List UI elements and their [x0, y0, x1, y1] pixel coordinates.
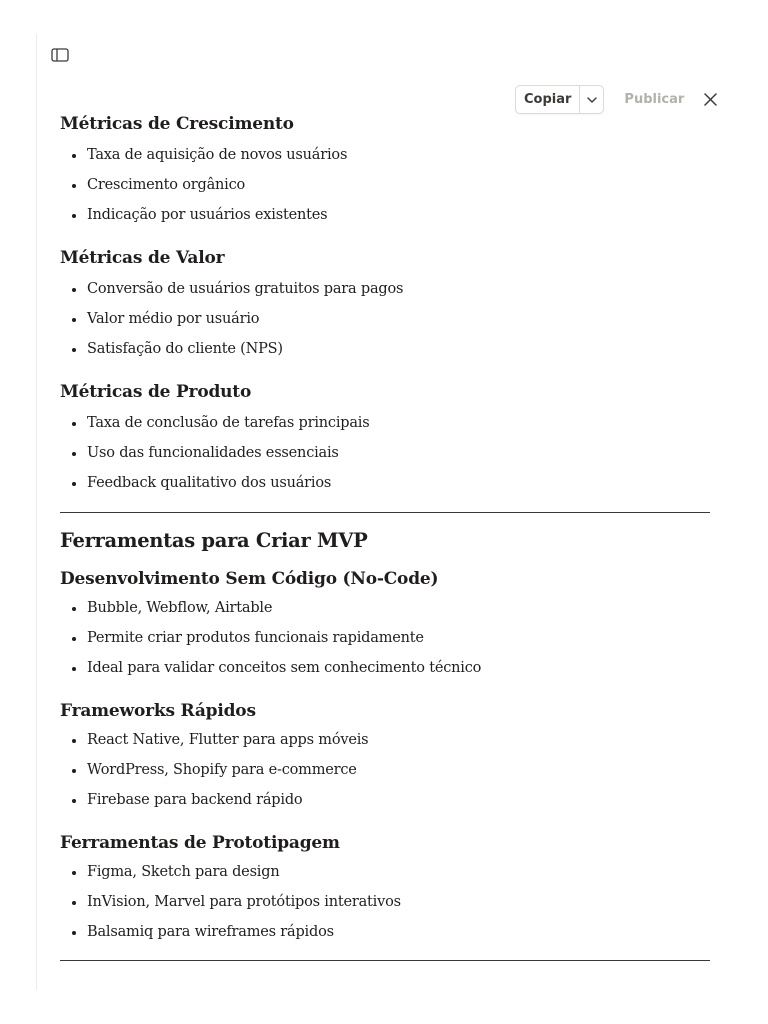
tools-heading: Ferramentas para Criar MVP	[60, 529, 368, 552]
artifact-toolbar	[515, 85, 684, 114]
list-item: Taxa de aquisição de novos usuários	[60, 140, 710, 170]
chevron-down-icon	[587, 97, 597, 103]
list-item: Satisfação do cliente (NPS)	[60, 334, 710, 364]
list-item: Crescimento orgânico	[60, 170, 710, 200]
bullet-list	[60, 593, 710, 683]
section-heading: Ferramentas de Prototipagem	[60, 833, 340, 853]
bullet-list	[60, 274, 710, 364]
section-heading: Métricas de Valor	[60, 248, 225, 268]
list-item: WordPress, Shopify para e-commerce	[60, 755, 710, 785]
bullet-list	[60, 408, 710, 498]
section-metricas-valor	[60, 246, 710, 364]
document-content	[60, 112, 710, 961]
list-item: Valor médio por usuário	[60, 304, 710, 334]
copy-button-group	[515, 85, 604, 114]
bullet-list	[60, 140, 710, 230]
section-metricas-crescimento	[60, 112, 710, 230]
publish-button[interactable]: Publicar	[624, 92, 685, 107]
list-item: Balsamiq para wireframes rápidos	[60, 917, 710, 947]
section-heading: Métricas de Produto	[60, 382, 252, 402]
bullet-list	[60, 857, 710, 947]
list-item: Taxa de conclusão de tarefas principais	[60, 408, 710, 438]
copy-options-button[interactable]	[580, 86, 603, 113]
section-frameworks	[60, 699, 710, 815]
sidebar-toggle-icon	[51, 48, 69, 62]
close-button[interactable]	[702, 91, 718, 107]
section-heading: Desenvolvimento Sem Código (No-Code)	[60, 569, 439, 589]
divider	[60, 960, 710, 961]
section-prototipagem	[60, 831, 710, 947]
copy-button[interactable]: Copiar	[516, 86, 580, 113]
list-item: React Native, Flutter para apps móveis	[60, 725, 710, 755]
section-no-code	[60, 567, 710, 683]
left-panel-divider	[36, 34, 37, 990]
list-item: Uso das funcionalidades essenciais	[60, 438, 710, 468]
bullet-list	[60, 725, 710, 815]
section-heading: Frameworks Rápidos	[60, 701, 256, 721]
list-item: Feedback qualitativo dos usuários	[60, 468, 710, 498]
divider	[60, 512, 710, 513]
section-heading: Métricas de Crescimento	[60, 114, 294, 134]
list-item: Indicação por usuários existentes	[60, 200, 710, 230]
list-item: Permite criar produtos funcionais rapidamente	[60, 623, 710, 653]
list-item: InVision, Marvel para protótipos interativos	[60, 887, 710, 917]
list-item: Firebase para backend rápido	[60, 785, 710, 815]
section-metricas-produto	[60, 380, 710, 498]
list-item: Bubble, Webflow, Airtable	[60, 593, 710, 623]
list-item: Ideal para validar conceitos sem conhecimento técnico	[60, 653, 710, 683]
sidebar-toggle-button[interactable]	[50, 46, 70, 64]
list-item: Figma, Sketch para design	[60, 857, 710, 887]
list-item: Conversão de usuários gratuitos para pagos	[60, 274, 710, 304]
close-icon	[704, 93, 717, 106]
